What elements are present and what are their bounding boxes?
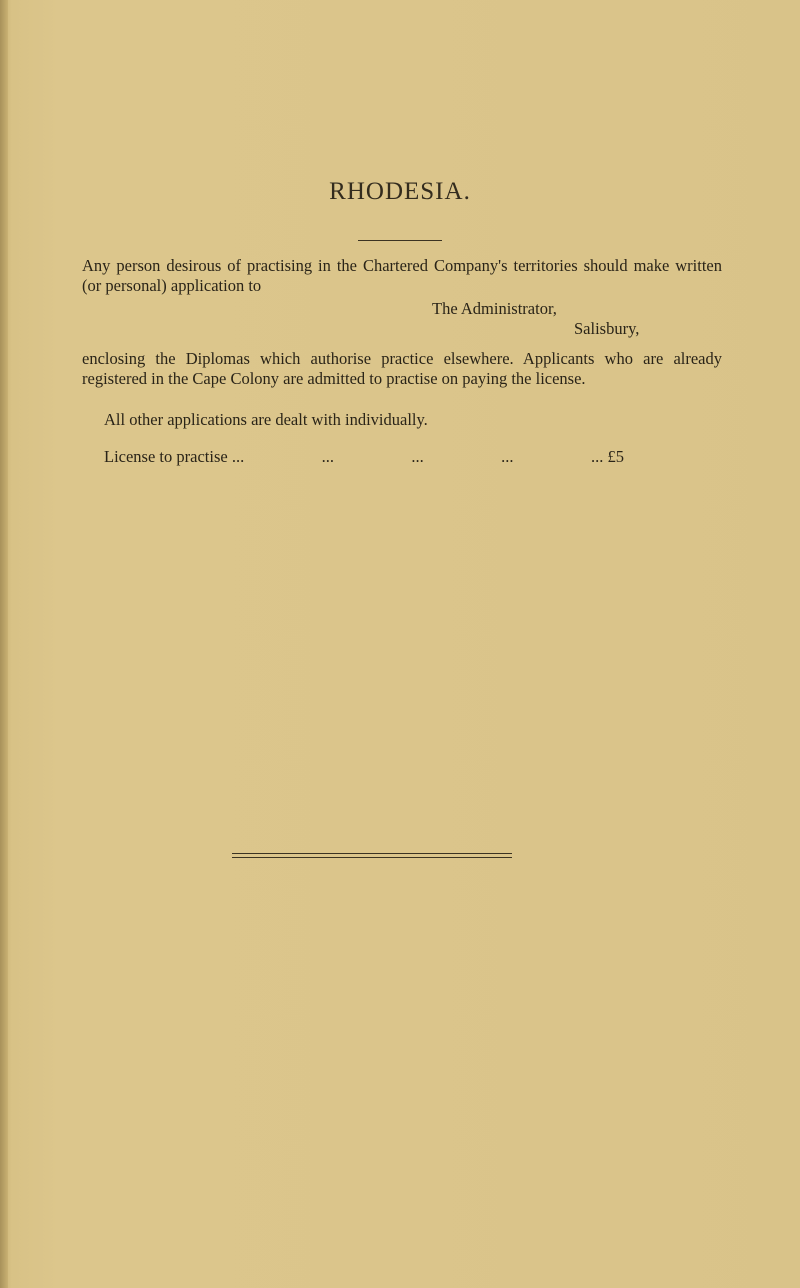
address-salisbury: Salisbury, xyxy=(574,319,640,338)
leader-dots: ... xyxy=(590,447,604,466)
license-fee: £5 xyxy=(607,447,624,466)
leader-dots: ... xyxy=(501,447,514,466)
paragraph-diplomas: enclosing the Diplomas which authorise practice elsewhere. Applicants who are already registered in the Cape Colony are admitted to practise on paying the license. xyxy=(82,349,722,388)
license-fee-row xyxy=(104,447,624,467)
title-divider xyxy=(358,240,442,241)
page-title: RHODESIA. xyxy=(329,178,471,205)
license-label: License to practise ... xyxy=(104,447,245,466)
paragraph-application: Any person desirous of practising in the Chartered Company's territories should make written (or personal) application to xyxy=(82,256,722,295)
section-end-rule xyxy=(232,853,512,858)
address-administrator: The Administrator, xyxy=(432,299,557,318)
leader-dots-with-fee xyxy=(591,447,624,467)
paragraph-other-applications: All other applications are dealt with individually. xyxy=(104,410,428,429)
leader-dots: ... xyxy=(321,447,334,466)
leader-dots: ... xyxy=(411,447,424,466)
